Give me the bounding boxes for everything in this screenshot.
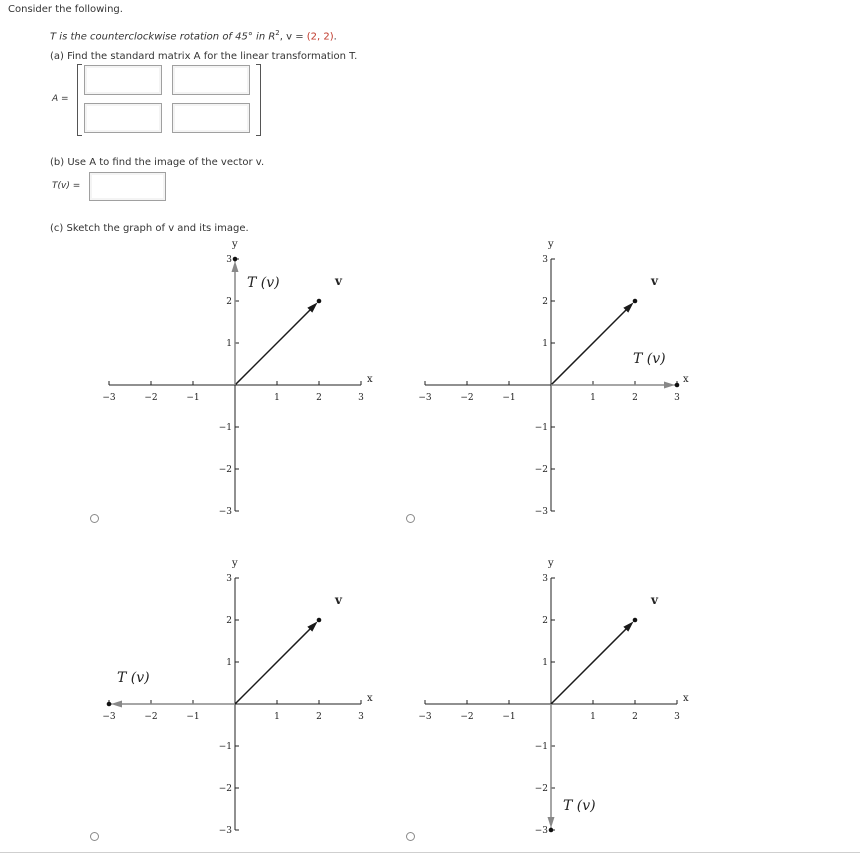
y-tick-label: −1 xyxy=(534,423,548,433)
v-label: v xyxy=(335,274,342,288)
x-axis-label: x xyxy=(683,693,689,704)
y-tick-label: −3 xyxy=(218,826,232,836)
y-tick-label: −2 xyxy=(218,784,232,794)
statement-mid: , v = xyxy=(279,31,307,43)
x-axis-label: x xyxy=(367,693,373,704)
x-tick-label: 2 xyxy=(632,393,638,403)
x-tick-label: 3 xyxy=(358,393,364,403)
bottom-divider xyxy=(0,852,860,853)
part-b-text: (b) Use A to find the image of the vector v. xyxy=(50,157,265,168)
y-tick-label: −1 xyxy=(218,742,232,752)
y-tick-label: 3 xyxy=(542,574,548,584)
y-tick-label: 1 xyxy=(542,658,548,668)
x-axis-label: x xyxy=(683,374,689,385)
tv-input-label: T(v) = xyxy=(52,181,81,191)
x-tick-label: −1 xyxy=(186,393,200,403)
y-tick-label: −2 xyxy=(534,784,548,794)
x-tick-label: 2 xyxy=(632,712,638,722)
v-label: v xyxy=(335,593,342,607)
y-tick-label: 2 xyxy=(542,297,548,307)
statement-sup: 2 xyxy=(275,29,280,37)
y-tick-label: 2 xyxy=(226,616,232,626)
tv-vector xyxy=(232,257,239,385)
x-tick-label: −1 xyxy=(502,393,516,403)
tv-vector xyxy=(548,704,555,832)
x-tick-label: −3 xyxy=(418,712,432,722)
x-tick-label: 1 xyxy=(590,393,596,403)
y-tick-label: 2 xyxy=(542,616,548,626)
x-tick-label: −2 xyxy=(144,712,158,722)
x-tick-label: −3 xyxy=(102,712,116,722)
v-vector xyxy=(551,299,637,385)
x-tick-label: 1 xyxy=(274,393,280,403)
x-tick-label: −2 xyxy=(144,393,158,403)
tv-vector xyxy=(551,382,679,389)
y-tick-label: −2 xyxy=(534,465,548,475)
graph-option-3 xyxy=(102,558,373,836)
x-tick-label: 1 xyxy=(274,712,280,722)
v-label: v xyxy=(651,274,658,288)
y-tick-label: 2 xyxy=(226,297,232,307)
x-tick-label: 3 xyxy=(674,393,680,403)
y-axis-label: y xyxy=(232,239,238,250)
x-tick-label: 3 xyxy=(674,712,680,722)
tv-label: T (v) xyxy=(247,275,280,291)
x-tick-label: −2 xyxy=(460,393,474,403)
y-axis-label: y xyxy=(548,558,554,569)
y-tick-label: 3 xyxy=(226,255,232,265)
tv-label: T (v) xyxy=(633,351,666,367)
graph-option-1 xyxy=(102,239,373,517)
y-tick-label: −1 xyxy=(534,742,548,752)
y-tick-label: 1 xyxy=(226,339,232,349)
part-a-text: (a) Find the standard matrix A for the linear transformation T. xyxy=(50,51,358,62)
vector-value: (2, 2) xyxy=(306,31,334,43)
y-tick-label: −3 xyxy=(218,507,232,517)
y-tick-label: 3 xyxy=(226,574,232,584)
statement-suffix: . xyxy=(333,31,337,43)
tv-label: T (v) xyxy=(563,798,596,814)
x-tick-label: −3 xyxy=(102,393,116,403)
x-tick-label: 1 xyxy=(590,712,596,722)
y-tick-label: −1 xyxy=(218,423,232,433)
v-vector xyxy=(551,618,637,704)
x-tick-label: 3 xyxy=(358,712,364,722)
x-tick-label: −1 xyxy=(186,712,200,722)
tv-vector xyxy=(107,701,235,708)
intro-text: Consider the following. xyxy=(8,4,123,15)
statement-prefix: T is the counterclockwise rotation of 45° in R xyxy=(50,31,276,43)
y-axis-label: y xyxy=(232,558,238,569)
x-tick-label: 2 xyxy=(316,393,322,403)
x-axis-label: x xyxy=(367,374,373,385)
graph-option-2 xyxy=(418,239,689,517)
x-tick-label: −1 xyxy=(502,712,516,722)
graph-option-4 xyxy=(418,558,689,836)
y-tick-label: −2 xyxy=(218,465,232,475)
y-tick-label: −3 xyxy=(534,826,548,836)
matrix-label: A = xyxy=(52,94,69,104)
x-tick-label: −2 xyxy=(460,712,474,722)
y-tick-label: 1 xyxy=(226,658,232,668)
part-c-text: (c) Sketch the graph of v and its image. xyxy=(50,223,249,234)
v-vector xyxy=(235,618,321,704)
y-tick-label: 3 xyxy=(542,255,548,265)
v-label: v xyxy=(651,593,658,607)
y-axis-label: y xyxy=(548,239,554,250)
y-tick-label: 1 xyxy=(542,339,548,349)
x-tick-label: 2 xyxy=(316,712,322,722)
x-tick-label: −3 xyxy=(418,393,432,403)
v-vector xyxy=(235,299,321,385)
tv-label: T (v) xyxy=(117,670,150,686)
y-tick-label: −3 xyxy=(534,507,548,517)
